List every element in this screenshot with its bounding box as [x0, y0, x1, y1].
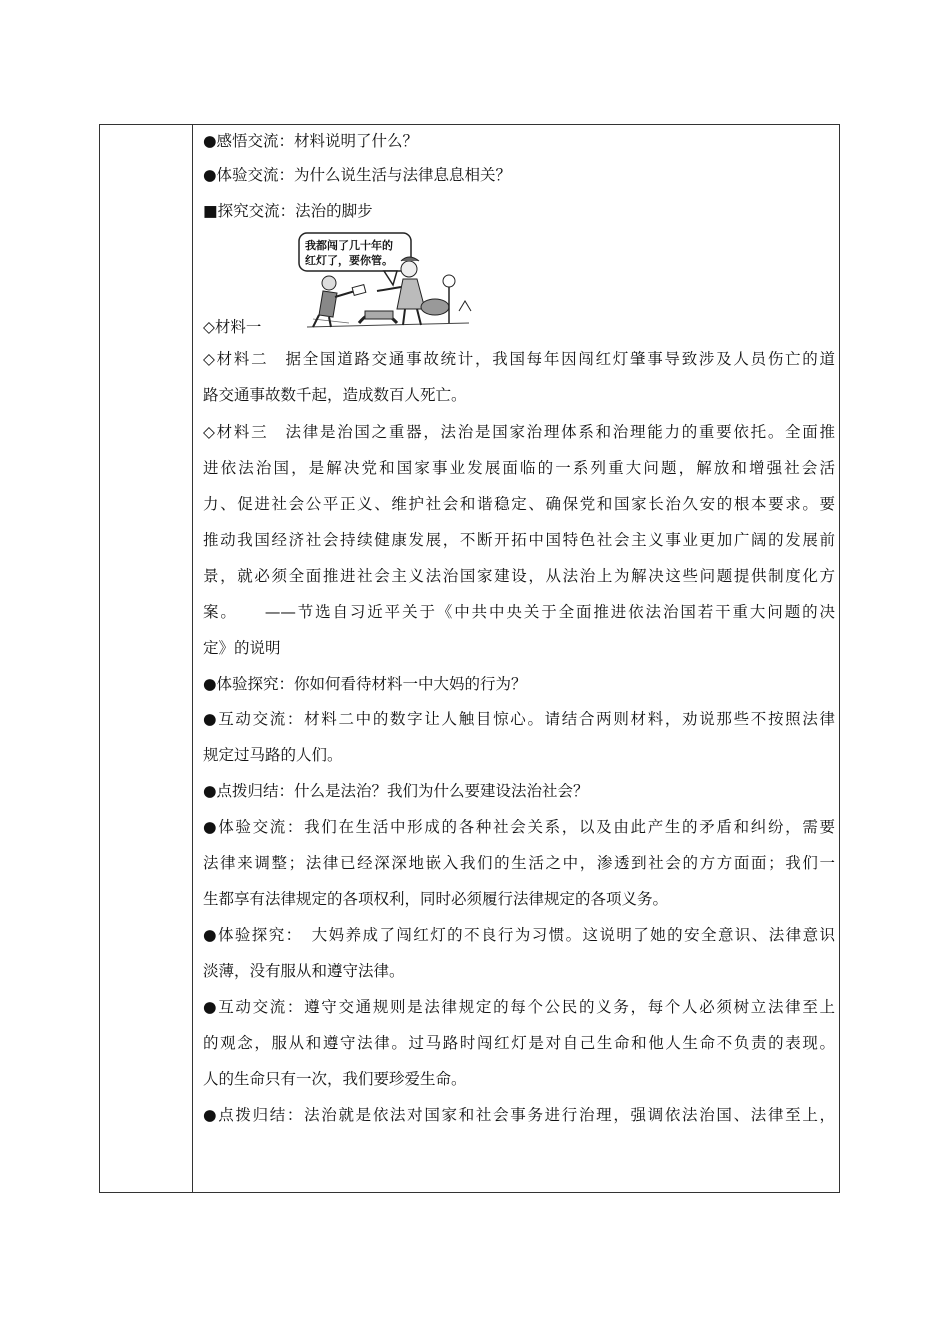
text-line: 生都享有法律规定的各项权利，同时必须履行法律规定的各项义务。 — [203, 890, 669, 908]
text-line: 力、促进社会公平正义、维护社会和谐稳定、确保党和国家长治久安的根本要求。要 — [203, 495, 835, 513]
text-line: ●互动交流：遵守交通规则是法律规定的每个公民的义务，每个人必须树立法律至上 — [203, 998, 835, 1016]
text-line: ◇材料一 — [203, 318, 262, 336]
text-line: 景，就必须全面推进社会主义法治国家建设，从法治上为解决这些问题提供制度化方 — [203, 567, 835, 585]
text-line: 案。 ——节选自习近平关于《中共中央关于全面推进依法治国若干重大问题的决 — [203, 603, 835, 621]
text-line: 推动我国经济社会持续健康发展，不断开拓中国特色社会主义事业更加广阔的发展前 — [203, 531, 835, 549]
text-line: ●体验探究： 大妈养成了闯红灯的不良行为习惯。这说明了她的安全意识、法律意识 — [203, 926, 835, 944]
text-line: ◇材料三 法律是治国之重器，法治是国家治理体系和治理能力的重要依托。全面推 — [203, 423, 835, 441]
speech-text-2: 红灯了，要你管。 — [305, 254, 393, 267]
text-line: ●体验探究：你如何看待材料一中大妈的行为？ — [203, 675, 527, 693]
text-line: 的观念，服从和遵守法律。过马路时闯红灯是对自己生命和他人生命不负责的表现。 — [203, 1034, 835, 1052]
text-line: 淡薄，没有服从和遵守法律。 — [203, 962, 405, 980]
lesson-table — [99, 124, 840, 1193]
text-line: 人的生命只有一次，我们要珍爱生命。 — [203, 1070, 467, 1088]
text-line: ●互动交流：材料二中的数字让人触目惊心。请结合两则材料，劝说那些不按照法律 — [203, 710, 835, 728]
text-line: ●体验交流：为什么说生活与法律息息相关？ — [203, 166, 512, 184]
text-line: ●体验交流：我们在生活中形成的各种社会关系，以及由此产生的矛盾和纠纷，需要 — [203, 818, 835, 836]
text-line: 法律来调整；法律已经深深地嵌入我们的生活之中，渗透到社会的方方面面；我们一 — [203, 854, 835, 872]
column-divider — [192, 125, 193, 1192]
text-line: 定》的说明 — [203, 639, 281, 657]
text-line: 进依法治国，是解决党和国家事业发展面临的一系列重大问题，解放和增强社会活 — [203, 459, 835, 477]
text-line: 路交通事故数千起，造成数百人死亡。 — [203, 386, 467, 404]
text-line: ●点拨归结：法治就是依法对国家和社会事务进行治理，强调依法治国、法律至上， — [203, 1106, 835, 1124]
text-line: ●点拨归结：什么是法治？我们为什么要建设法治社会？ — [203, 782, 589, 800]
cartoon-illustration — [289, 231, 477, 331]
text-line: ◇材料二 据全国道路交通事故统计，我国每年因闯红灯肇事导致涉及人员伤亡的道 — [203, 350, 835, 368]
text-line: 规定过马路的人们。 — [203, 746, 343, 764]
text-line: ■探究交流：法治的脚步 — [203, 202, 373, 220]
speech-text-1: 我都闯了几十年的 — [305, 239, 393, 252]
text-line: ●感悟交流：材料说明了什么？ — [203, 132, 419, 150]
